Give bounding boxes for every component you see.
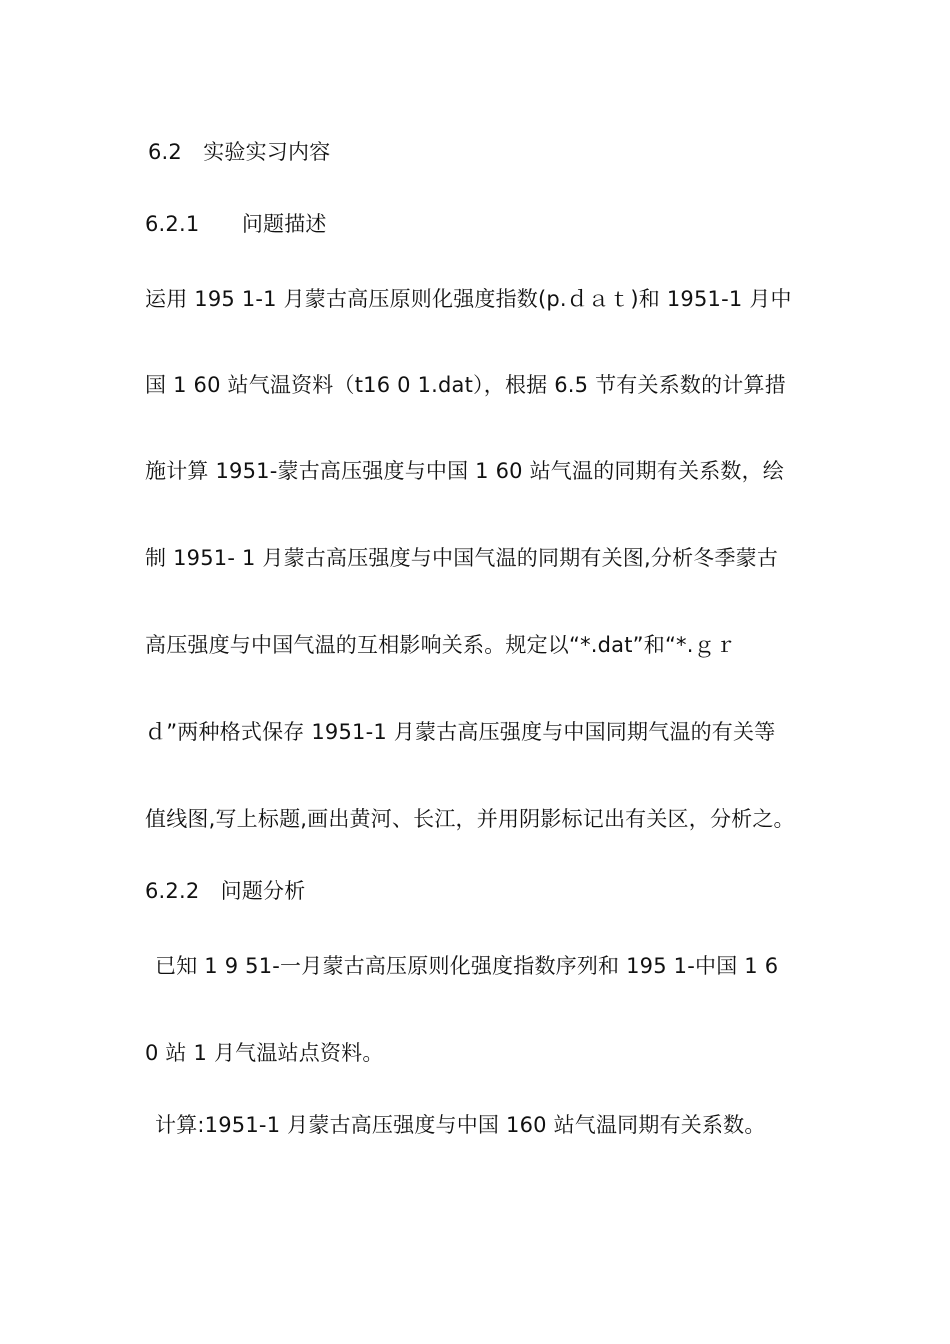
- paragraph-line: 制 1951- 1 月蒙古高压强度与中国气温的同期有关图,分析冬季蒙古: [145, 546, 779, 570]
- subsection-heading-problem-description: 6.2.1 问题描述: [145, 212, 327, 236]
- paragraph-line: 施计算 1951-蒙古高压强度与中国 1 60 站气温的同期有关系数，绘: [145, 459, 785, 483]
- paragraph-line: ｄ”两种格式保存 1951-1 月蒙古高压强度与中国同期气温的有关等: [145, 720, 776, 744]
- paragraph-line: 0 站 1 月气温站点资料。: [145, 1041, 384, 1065]
- section-heading: 6.2 实验实习内容: [148, 140, 331, 164]
- paragraph-line: 运用 195 1-1 月蒙古高压原则化强度指数(p.ｄａｔ)和 1951-1 月中: [145, 287, 792, 311]
- subsection-heading-problem-analysis: 6.2.2 问题分析: [145, 879, 306, 903]
- paragraph-line: 高压强度与中国气温的互相影响关系。规定以“*.dat”和“*.ｇｒ: [145, 633, 737, 657]
- paragraph-line: 国 1 60 站气温资料（t16 0 1.dat），根据 6.5 节有关系数的计算措: [145, 373, 786, 397]
- paragraph-line: 值线图,写上标题,画出黄河、长江，并用阴影标记出有关区，分析之。: [145, 807, 795, 831]
- paragraph-line: 计算:1951-1 月蒙古高压强度与中国 160 站气温同期有关系数。: [155, 1113, 766, 1137]
- paragraph-line: 已知 1 9 51-一月蒙古高压原则化强度指数序列和 195 1-中国 1 6: [155, 954, 779, 978]
